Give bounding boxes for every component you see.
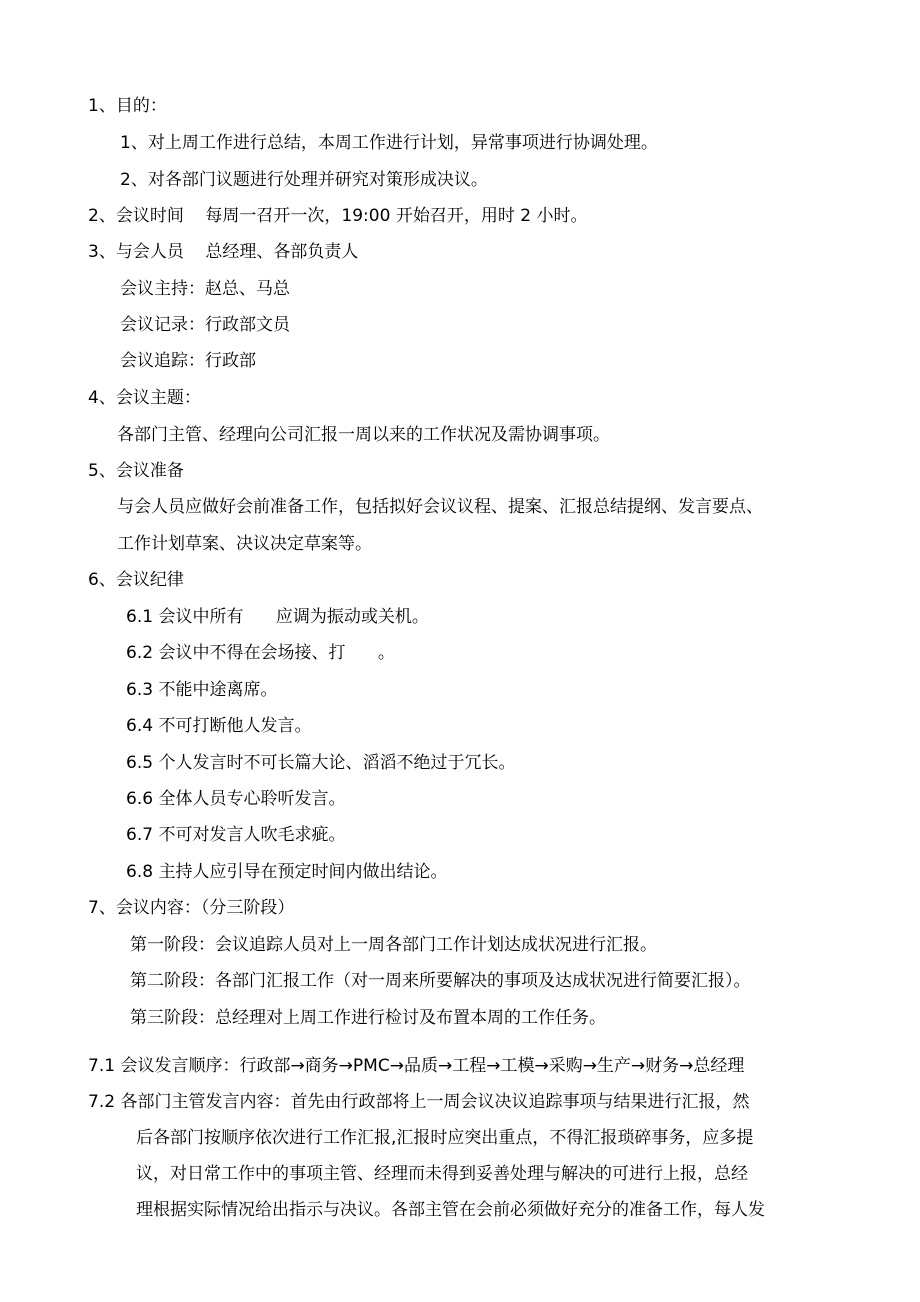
purpose-item-1: 1、对上周工作进行总结，本周工作进行计划，异常事项进行协调处理。 — [120, 133, 658, 153]
speech-content-line-3: 议，对日常工作中的事项主管、经理而未得到妥善处理与解决的可进行上报，总经 — [136, 1164, 748, 1184]
section-7-heading: 7、会议内容：（分三阶段） — [88, 898, 295, 918]
section-1-heading: 1、目的： — [88, 96, 167, 116]
section-4-heading: 4、会议主题： — [88, 388, 201, 408]
rule-item: 6.8 主持人应引导在预定时间内做出结论。 — [126, 862, 448, 882]
attendee-tracker: 会议追踪：行政部 — [120, 351, 256, 371]
speech-content-line-1: 7.2 各部门主管发言内容：首先由行政部将上一周会议决议追踪事项与结果进行汇报，然 — [88, 1092, 750, 1112]
rule-item: 6.6 全体人员专心聆听发言。 — [126, 789, 346, 809]
speaking-order: 7.1 会议发言顺序：行政部→商务→PMC→品质→工程→工模→采购→生产→财务→总经理 — [88, 1056, 745, 1076]
section-6-heading: 6、会议纪律 — [88, 570, 184, 590]
section-3-heading: 3、与会人员 总经理、各部负责人 — [88, 242, 359, 262]
stage-item: 第三阶段：总经理对上周工作进行检讨及布置本周的工作任务。 — [130, 1008, 606, 1028]
stage-item: 第二阶段：各部门汇报工作（对一周来所要解决的事项及达成状况进行简要汇报）。 — [130, 971, 751, 991]
rule-item: 6.2 会议中不得在会场接、打 。 — [126, 643, 395, 663]
rule-item: 6.7 不可对发言人吹毛求疵。 — [126, 825, 346, 845]
section-4-body: 各部门主管、经理向公司汇报一周以来的工作状况及需协调事项。 — [117, 425, 610, 445]
purpose-item-2: 2、对各部门议题进行处理并研究对策形成决议。 — [120, 170, 488, 190]
section-5-heading: 5、会议准备 — [88, 461, 184, 481]
rule-item: 6.3 不能中途离席。 — [126, 680, 278, 700]
rule-item: 6.4 不可打断他人发言。 — [126, 716, 312, 736]
section-2-heading: 2、会议时间 每周一召开一次，19:00 开始召开，用时 2 小时。 — [88, 206, 588, 226]
attendee-host: 会议主持：赵总、马总 — [120, 279, 290, 299]
speech-content-line-4: 理根据实际情况给出指示与决议。各部主管在会前必须做好充分的准备工作，每人发 — [136, 1200, 765, 1220]
speech-content-line-2: 后各部门按顺序依次进行工作汇报,汇报时应突出重点，不得汇报琐碎事务，应多提 — [136, 1128, 754, 1148]
stage-item: 第一阶段：会议追踪人员对上一周各部门工作计划达成状况进行汇报。 — [130, 935, 657, 955]
section-5-body-line-1: 与会人员应做好会前准备工作，包括拟好会议议程、提案、汇报总结提纲、发言要点、 — [117, 497, 763, 517]
rule-item: 6.1 会议中所有 应调为振动或关机。 — [126, 607, 429, 627]
attendee-recorder: 会议记录：行政部文员 — [120, 315, 290, 335]
section-5-body-line-2: 工作计划草案、决议决定草案等。 — [117, 534, 372, 554]
rule-item: 6.5 个人发言时不可长篇大论、滔滔不绝过于冗长。 — [126, 753, 516, 773]
